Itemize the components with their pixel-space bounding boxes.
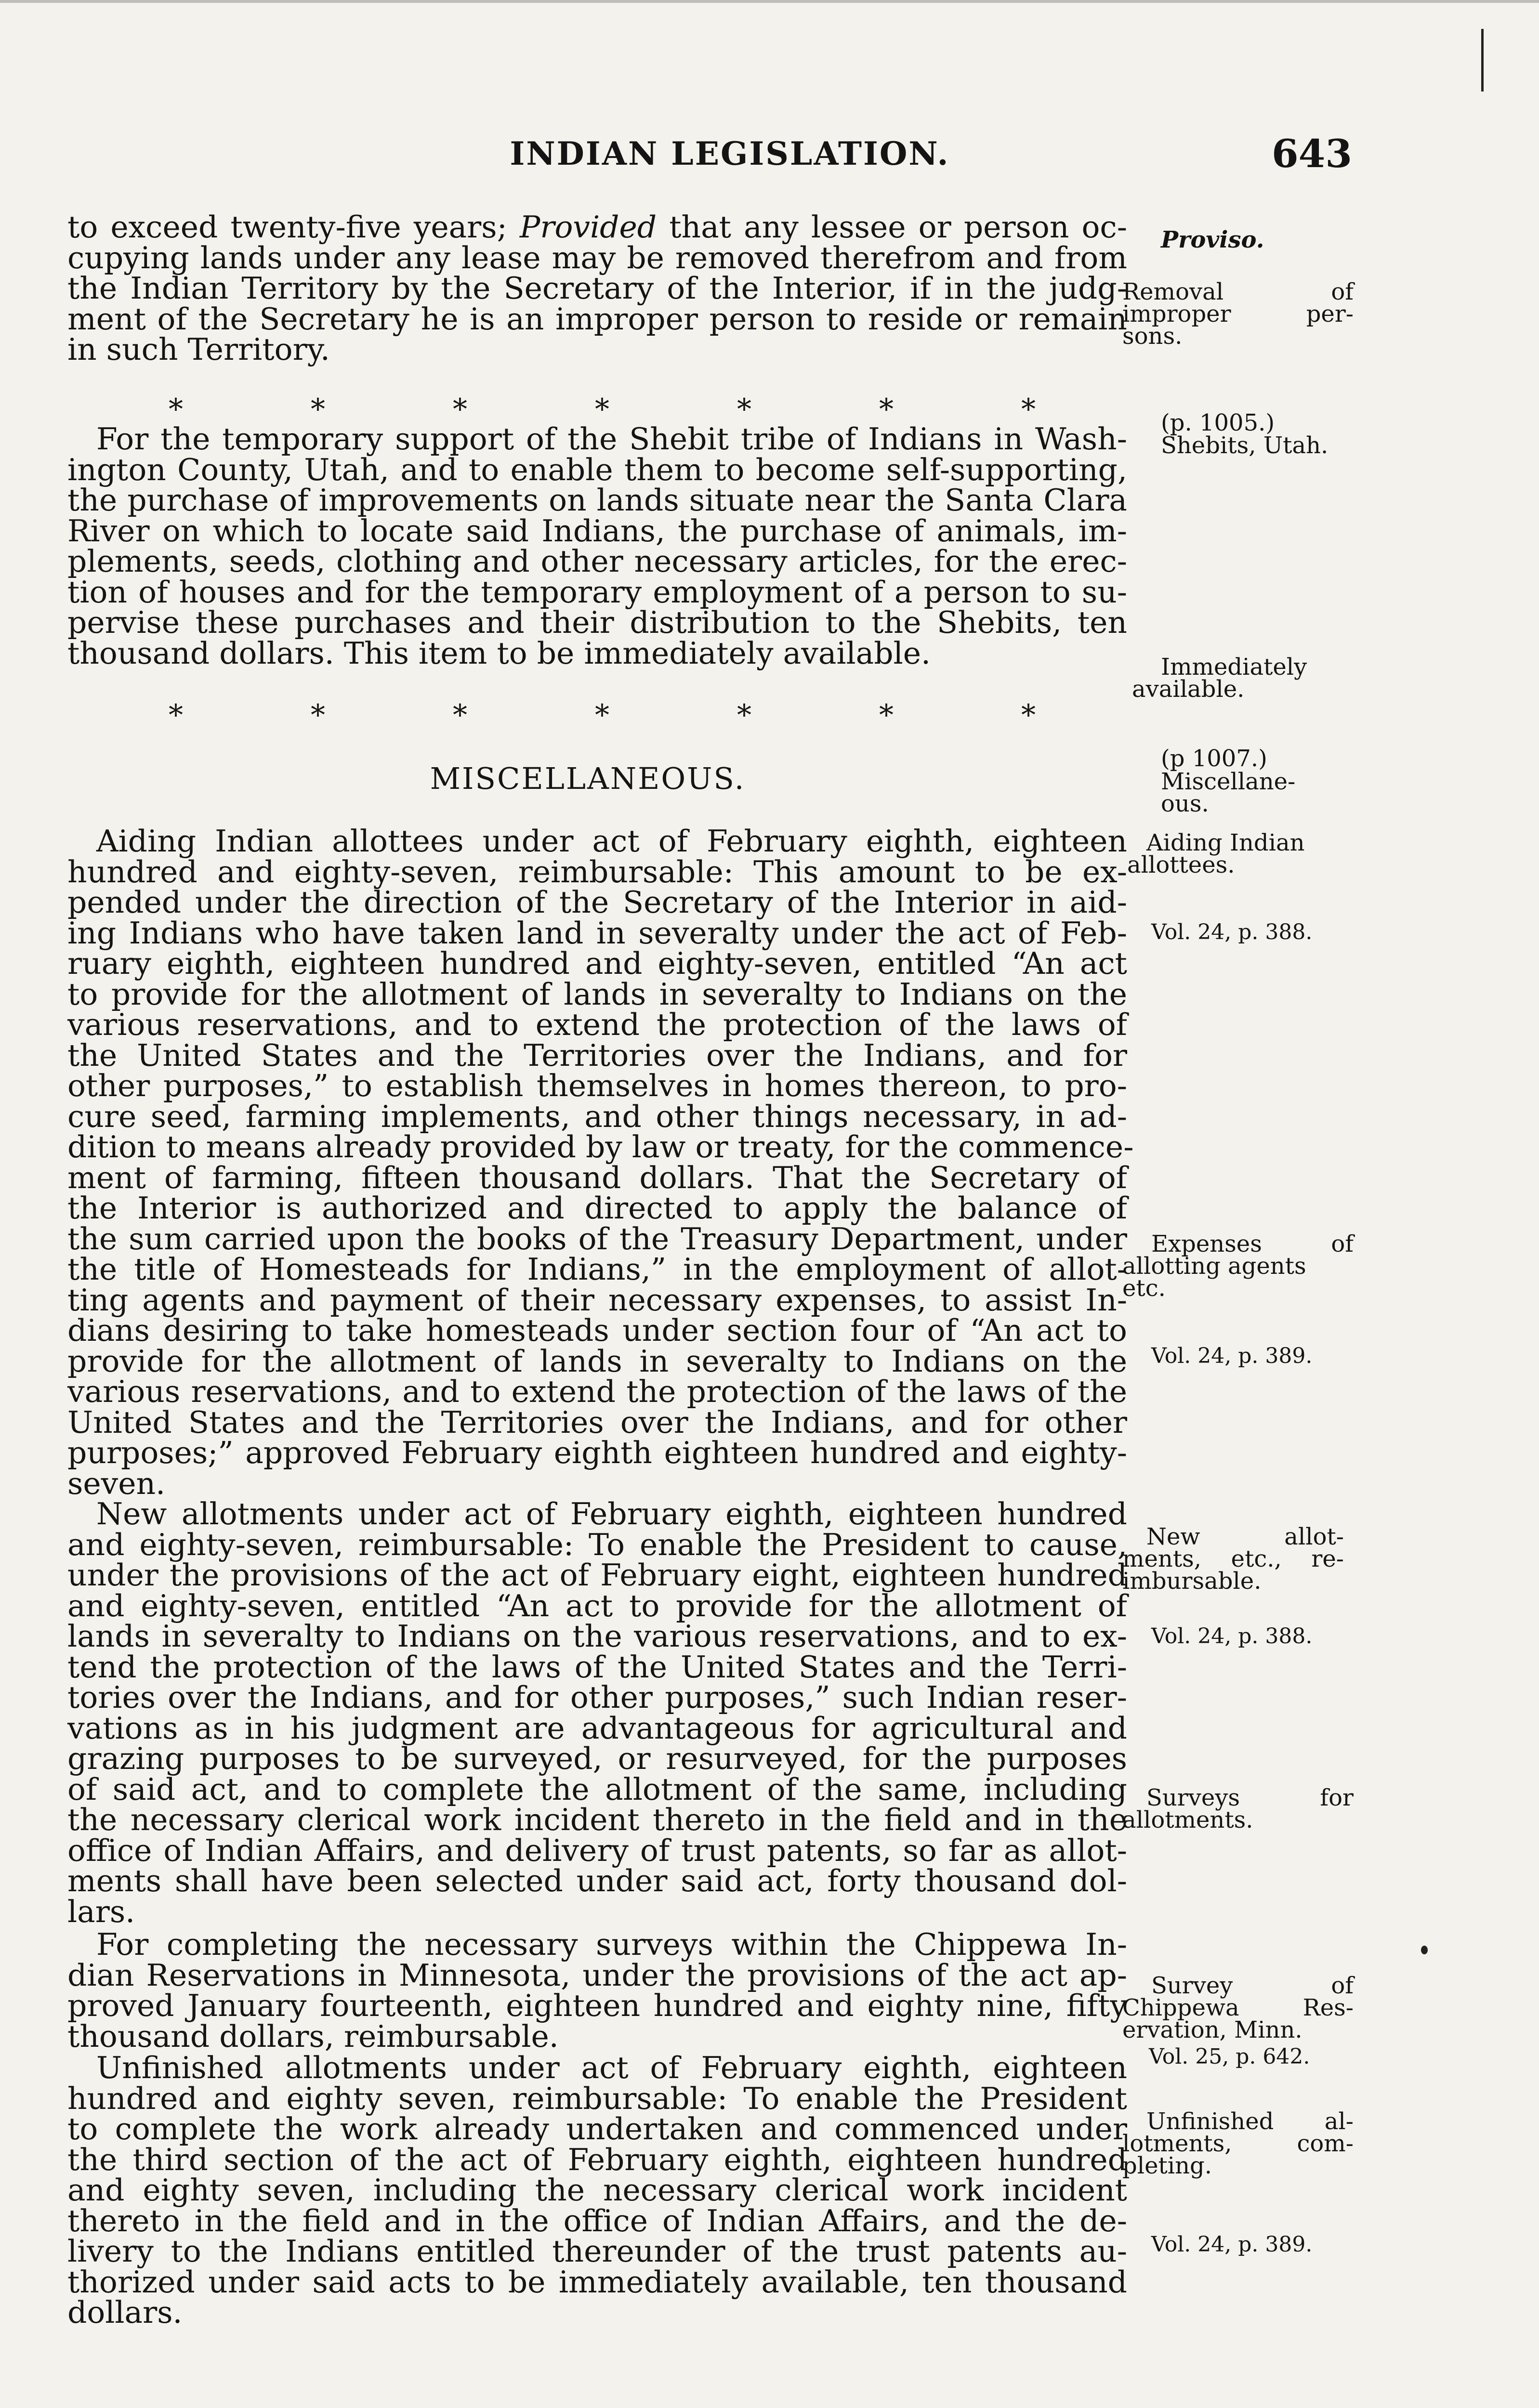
- text-line: other purposes,” to establish themselves in homes thereon, to pro-: [67, 1068, 1127, 1103]
- text-line: ing Indians who have taken land in severalty under the act of Feb-: [67, 915, 1127, 951]
- margin-note-surveys-for-allotments: Surveys for allotments.: [1122, 1784, 1354, 1833]
- text-line: purposes;” approved February eighth eighteen hundred and eighty-: [67, 1435, 1127, 1470]
- text-line: cupying lands under any lease may be removed therefrom and from: [67, 240, 1127, 275]
- text-line: livery to the Indians entitled thereunder of the trust patents au-: [67, 2234, 1127, 2269]
- margin-note-chippewa-survey: Survey of Chippewa Res- ervation, Minn.: [1122, 1972, 1354, 2043]
- text-line: dollars.: [67, 2295, 183, 2330]
- section-heading-miscellaneous: MISCELLANEOUS.: [430, 761, 746, 796]
- volume-reference: Vol. 24, p. 389.: [1151, 1344, 1313, 1368]
- text-line: tion of houses and for the temporary employment of a person to su-: [67, 574, 1127, 610]
- margin-note-page-1007: (p 1007.): [1161, 745, 1267, 772]
- text-line: thousand dollars, reimbursable.: [67, 2018, 559, 2054]
- text-line: ruary eighth, eighteen hundred and eighty-seven, entitled “An act: [67, 946, 1127, 981]
- text-line: ment of the Secretary he is an improper person to reside or remain: [67, 301, 1127, 337]
- asterisk-divider: * * * * * * *: [169, 393, 1036, 426]
- text-line: to provide for the allotment of lands in severalty to Indians on the: [67, 976, 1127, 1012]
- text-line: the necessary clerical work incident thereto in the field and in the: [67, 1802, 1127, 1837]
- text-line: to exceed twenty-five years; Provided that any lessee or person oc-: [67, 209, 1127, 245]
- scan-edge-mark: [1481, 29, 1484, 92]
- text-line: and eighty-seven, reimbursable: To enable the President to cause,: [67, 1527, 1127, 1562]
- text-line: ting agents and payment of their necessary expenses, to assist In-: [67, 1282, 1127, 1318]
- asterisk-divider: * * * * * * *: [169, 698, 1036, 732]
- paragraph-chippewa-surveys: [67, 1929, 1127, 2052]
- margin-note-immediately-available: Immediately available.: [1132, 654, 1307, 703]
- text-line: Aiding Indian allottees under act of February eighth, eighteen: [96, 824, 1127, 859]
- text-line: pended under the direction of the Secretary of the Interior in aid-: [67, 885, 1127, 920]
- scan-top-edge: [0, 0, 1539, 3]
- text-line: in such Territory.: [67, 332, 330, 367]
- text-line: tories over the Indians, and for other purposes,” such Indian reser-: [67, 1680, 1127, 1715]
- paragraph-lease-proviso: [67, 209, 1127, 367]
- text-line: ment of farming, fifteen thousand dollars. That the Secretary of: [67, 1160, 1127, 1195]
- text-line: office of Indian Affairs, and delivery of trust patents, so far as allot-: [67, 1832, 1127, 1868]
- text-line: For the temporary support of the Shebit tribe of Indians in Wash-: [96, 421, 1127, 457]
- volume-reference: Vol. 24, p. 388.: [1151, 920, 1313, 944]
- paragraph-shebit-support: [67, 421, 1127, 671]
- text-line: various reservations, and to extend the protection of the laws of the: [67, 1374, 1127, 1409]
- proviso-italic: Provided: [519, 209, 657, 245]
- paragraph-aiding-allottees: [67, 824, 1134, 1501]
- text-line: grazing purposes to be surveyed, or resurveyed, for the purposes: [67, 1741, 1127, 1776]
- margin-note-aiding-indian-allottees: Aiding Indian allottees.: [1127, 829, 1305, 878]
- text-line: thousand dollars. This item to be immediately available.: [67, 635, 931, 671]
- text-line: dition to means already provided by law or treaty, for the commence-: [67, 1129, 1134, 1165]
- page-number: 643: [1272, 131, 1352, 176]
- text-line: lars.: [67, 1894, 135, 1929]
- text-line: dians desiring to take homesteads under section four of “An act to: [67, 1313, 1127, 1348]
- text-line: dian Reservations in Minnesota, under the provisions of the act ap-: [67, 1957, 1127, 1993]
- volume-reference: Vol. 24, p. 388.: [1151, 1624, 1313, 1649]
- text-line: the sum carried upon the books of the Treasury Department, under: [67, 1221, 1127, 1256]
- text-line: United States and the Territories over the Indians, and for other: [67, 1404, 1127, 1440]
- text-line: various reservations, and to extend the protection of the laws of: [67, 1007, 1127, 1042]
- text-line: the third section of the act of February eighth, eighteen hundred: [67, 2142, 1127, 2177]
- paragraph-new-allotments: [67, 1496, 1127, 1929]
- margin-note-shebits: Shebits, Utah.: [1161, 432, 1329, 459]
- text-line: plements, seeds, clothing and other necessary articles, for the erec-: [67, 544, 1127, 579]
- text-line: For completing the necessary surveys within the Chippewa In-: [96, 1927, 1127, 1962]
- margin-note-unfinished-allotments: Unfinished al- lotments, com- pleting.: [1122, 2108, 1354, 2179]
- text-line: of said act, and to complete the allotment of the same, including: [67, 1771, 1127, 1807]
- margin-note-page-1005: (p. 1005.): [1161, 409, 1275, 436]
- text-line: the Interior is authorized and directed to apply the balance of: [67, 1191, 1127, 1226]
- paragraph-unfinished-allotments: [67, 2050, 1127, 2330]
- text-line: Unfinished allotments under act of February eighth, eighteen: [96, 2050, 1127, 2085]
- text-line: New allotments under act of February eighth, eighteen hundred: [96, 1496, 1127, 1531]
- text-line: River on which to locate said Indians, the purchase of animals, im-: [67, 513, 1127, 549]
- scan-speck: [1421, 1946, 1428, 1954]
- text-line: and eighty-seven, entitled “An act to provide for the allotment of: [67, 1588, 1127, 1623]
- text-line: proved January fourteenth, eighteen hundred and eighty nine, fifty: [67, 1988, 1127, 2023]
- text-line: lands in severalty to Indians on the various reservations, and to ex-: [67, 1619, 1127, 1654]
- margin-note-miscellaneous: Miscellane- ous.: [1161, 768, 1296, 817]
- text-line: provide for the allotment of lands in severalty to Indians on the: [67, 1343, 1127, 1379]
- margin-note-proviso: Proviso.: [1161, 226, 1264, 253]
- text-line: and eighty seven, including the necessary clerical work incident: [67, 2172, 1127, 2208]
- text-line: under the provisions of the act of February eight, eighteen hundred: [67, 1557, 1127, 1593]
- text-line: thorized under said acts to be immediately available, ten thousand: [67, 2264, 1127, 2300]
- margin-note-removal: Removal of improper per- sons.: [1122, 278, 1354, 350]
- text-line: the title of Homesteads for Indians,” in the employment of allot-: [67, 1252, 1127, 1287]
- text-line: ington County, Utah, and to enable them to become self-supporting,: [67, 452, 1127, 487]
- page-header-title: INDIAN LEGISLATION.: [510, 135, 950, 172]
- text-line: ments shall have been selected under said act, forty thousand dol-: [67, 1863, 1127, 1898]
- text-line: thereto in the field and in the office of Indian Affairs, and the de-: [67, 2203, 1127, 2238]
- text-line: hundred and eighty seven, reimbursable: To enable the President: [67, 2081, 1127, 2116]
- text-line: vations as in his judgment are advantageous for agricultural and: [67, 1710, 1127, 1746]
- text-line: hundred and eighty-seven, reimbursable: This amount to be ex-: [67, 854, 1127, 890]
- text-line: cure seed, farming implements, and other things necessary, in ad-: [67, 1099, 1127, 1134]
- margin-note-new-allotments: New allot- ments, etc., re- imbursable.: [1122, 1523, 1344, 1595]
- volume-reference: Vol. 24, p. 389.: [1151, 2232, 1313, 2257]
- text-line: the purchase of improvements on lands situate near the Santa Clara: [67, 483, 1127, 518]
- text-line: seven.: [67, 1466, 166, 1501]
- text-line: pervise these purchases and their distribution to the Shebits, ten: [67, 605, 1127, 640]
- text-line: to complete the work already undertaken and commenced under: [67, 2111, 1127, 2146]
- volume-reference: Vol. 25, p. 642.: [1149, 2044, 1310, 2069]
- margin-note-expenses-allotting-agents: Expenses of allotting agents etc.: [1122, 1230, 1354, 1302]
- text-line: the United States and the Territories over the Indians, and for: [67, 1037, 1127, 1073]
- text-line: tend the protection of the laws of the United States and the Terri-: [67, 1649, 1127, 1685]
- text-line: the Indian Territory by the Secretary of the Interior, if in the judg-: [67, 271, 1127, 306]
